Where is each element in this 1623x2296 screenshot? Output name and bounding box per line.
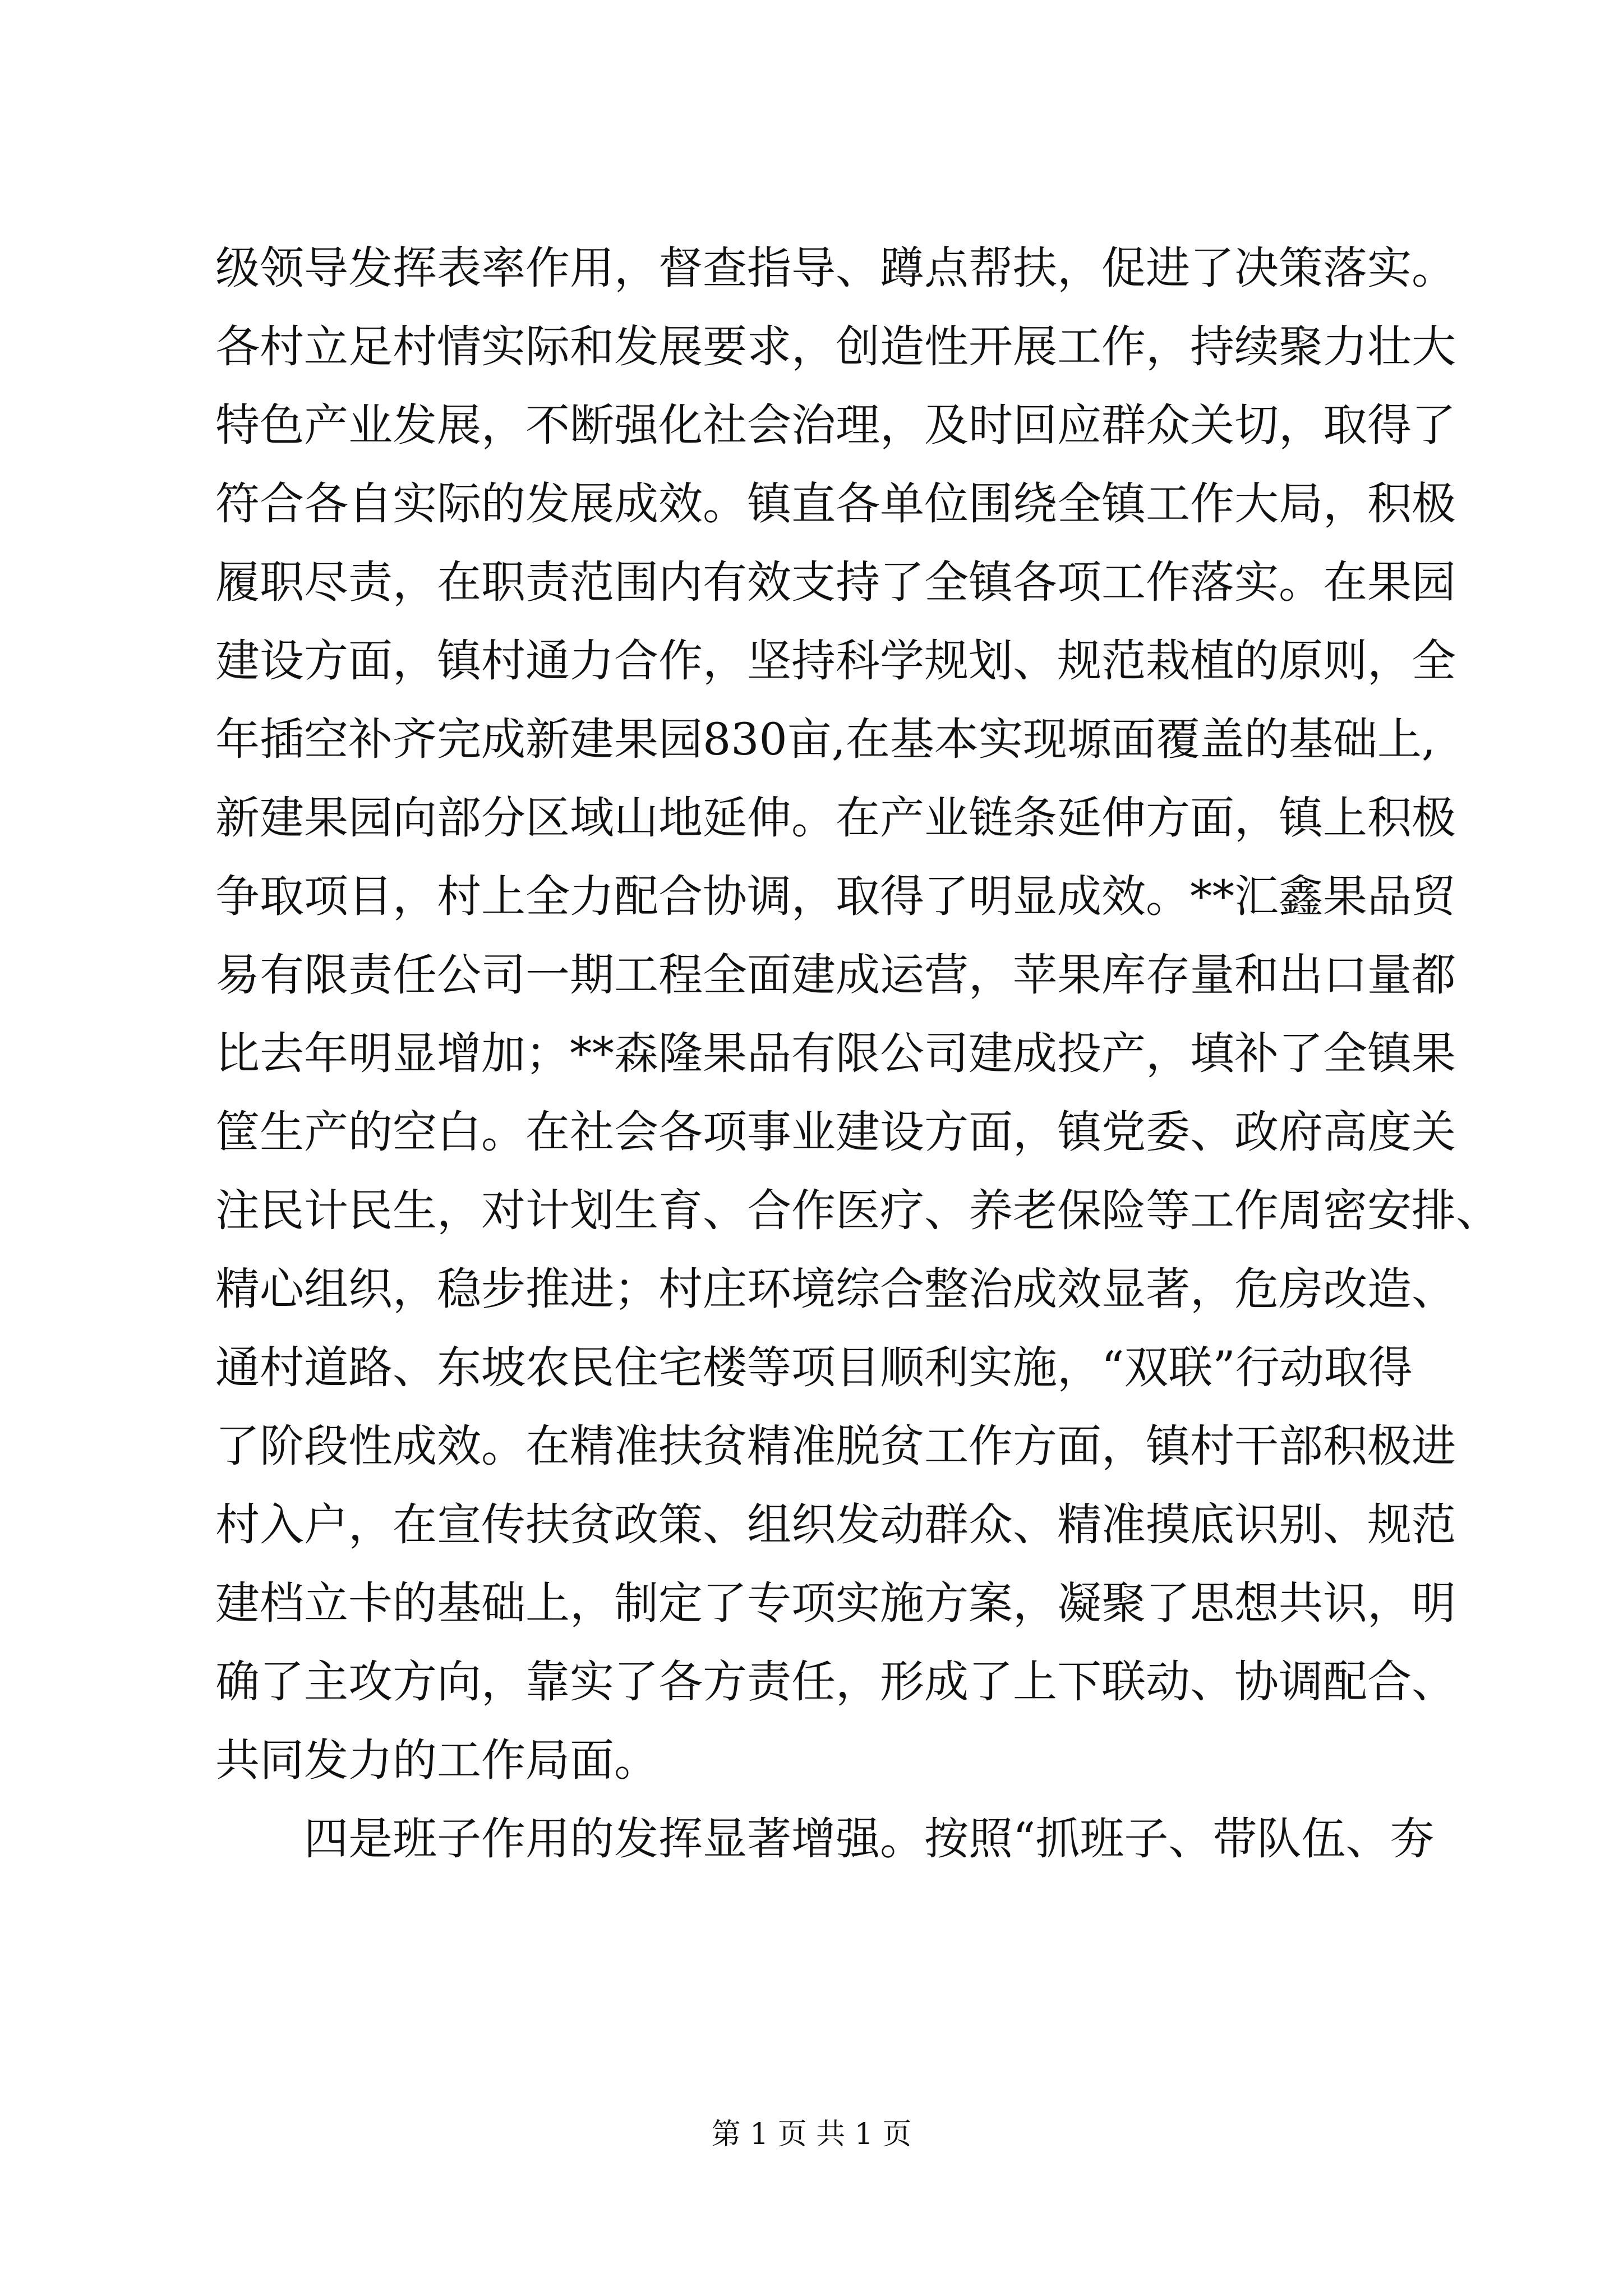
- text-line-paragraph-start: 四是班子作用的发挥显著增强。按照“抓班子、带队伍、夯: [304, 1813, 1435, 1865]
- text-line: 争取项目，村上全力配合协调，取得了明显成效。**汇鑫果品贸: [215, 871, 1456, 922]
- text-line: 精心组织，稳步推进；村庄环境综合整治成效显著，危房改造、: [215, 1263, 1456, 1315]
- text-line: 了阶段性成效。在精准扶贫精准脱贫工作方面，镇村干部积极进: [215, 1420, 1456, 1472]
- body-text: [215, 229, 1500, 1878]
- text-line: 级领导发挥表率作用，督查指导、蹲点帮扶，促进了决策落实。: [215, 242, 1456, 294]
- text-line: 确了主攻方向，靠实了各方责任，形成了上下联动、协调配合、: [215, 1656, 1456, 1708]
- text-line: 易有限责任公司一期工程全面建成运营，苹果库存量和出口量都: [215, 949, 1456, 1001]
- text-line: 各村立足村情实际和发展要求，创造性开展工作，持续聚力壮大: [215, 321, 1456, 372]
- page-footer: [0, 2115, 1623, 2154]
- text-line: 履职尽责，在职责范围内有效支持了全镇各项工作落实。在果园: [215, 556, 1456, 608]
- text-line: 年插空补齐完成新建果园830亩,在基本实现塬面覆盖的基础上,: [215, 714, 1436, 765]
- text-line: 注民计民生，对计划生育、合作医疗、养老保险等工作周密安排、: [215, 1185, 1500, 1236]
- text-line: 符合各自实际的发展成效。镇直各单位围绕全镇工作大局，积极: [215, 478, 1456, 530]
- text-line: 特色产业发展，不断强化社会治理，及时回应群众关切，取得了: [215, 399, 1456, 451]
- text-line: 建档立卡的基础上，制定了专项实施方案，凝聚了思想共识，明: [215, 1577, 1456, 1629]
- text-line: 通村道路、东坡农民住宅楼等项目顺利实施，“双联”行动取得: [215, 1342, 1413, 1393]
- text-line: 建设方面，镇村通力合作，坚持科学规划、规范栽植的原则，全: [215, 635, 1456, 687]
- text-line: 筐生产的空白。在社会各项事业建设方面，镇党委、政府高度关: [215, 1106, 1456, 1158]
- text-line: 新建果园向部分区域山地延伸。在产业链条延伸方面，镇上积极: [215, 792, 1456, 844]
- text-line: 比去年明显增加；**森隆果品有限公司建成投产，填补了全镇果: [215, 1028, 1456, 1079]
- text-line: 村入户，在宣传扶贫政策、组织发动群众、精准摸底识别、规范: [215, 1499, 1456, 1550]
- text-line-paragraph-end: 共同发力的工作局面。: [215, 1734, 658, 1786]
- page-number-label: 第 1 页 共 1 页: [711, 2118, 912, 2151]
